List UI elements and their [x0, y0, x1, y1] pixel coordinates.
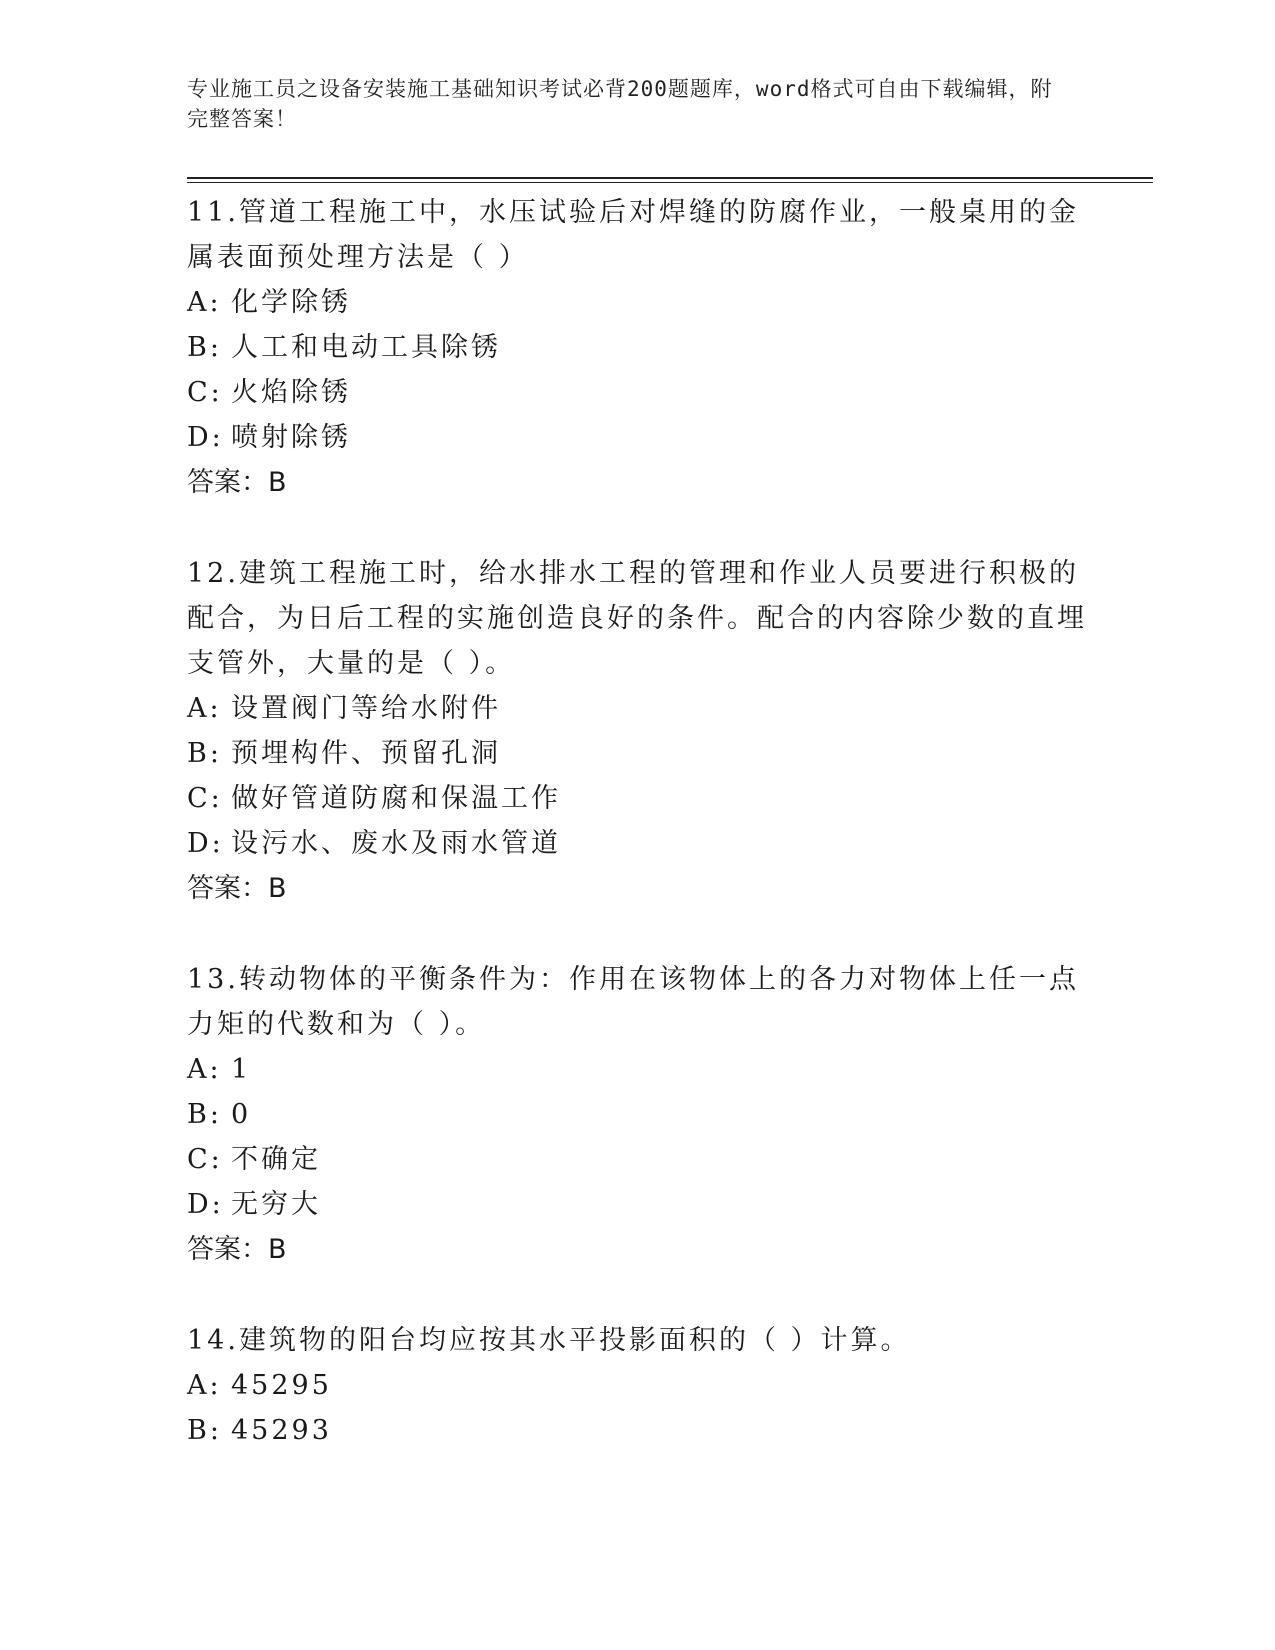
question-stem: 13.转动物体的平衡条件为：作用在该物体上的各力对物体上任一点力矩的代数和为（ ）。 — [187, 964, 1079, 1040]
option-text: 0 — [231, 1099, 252, 1130]
question-stem: 12.建筑工程施工时，给水排水工程的管理和作业人员要进行积极的配合，为日后工程的实施创造良好的条件。配合的内容除少数的直埋支管外，大量的是（ ）。 — [187, 558, 1087, 679]
question-12 — [187, 551, 1087, 911]
option-letter: C: — [187, 377, 223, 408]
option-letter: C: — [187, 783, 223, 814]
option-text: 设置阀门等给水附件 — [231, 693, 501, 724]
option-letter: B: — [187, 1099, 222, 1130]
option-letter: A: — [187, 287, 222, 318]
option-letter: D: — [187, 828, 224, 859]
option-letter: D: — [187, 422, 224, 453]
option-letter: C: — [187, 1144, 223, 1175]
option-text: 做好管道防腐和保温工作 — [231, 783, 561, 814]
question-stem: 14.建筑物的阳台均应按其水平投影面积的（ ）计算。 — [187, 1325, 911, 1356]
option-c — [187, 776, 1087, 821]
document-title: 专业施工员之设备安装施工基础知识考试必背200题题库，word格式可自由下载编辑，附完整答案！ — [187, 77, 1053, 131]
option-c — [187, 370, 1087, 415]
option-a — [187, 1047, 1087, 1092]
option-text: 火焰除锈 — [231, 377, 351, 408]
option-letter: D: — [187, 1189, 224, 1220]
question-14 — [187, 1318, 1087, 1453]
question-11 — [187, 190, 1087, 505]
answer-line: 答案：B — [187, 1234, 287, 1265]
option-text: 预埋构件、预留孔洞 — [231, 738, 501, 769]
option-a — [187, 280, 1087, 325]
option-text: 人工和电动工具除锈 — [231, 332, 501, 363]
option-letter: B: — [187, 738, 222, 769]
option-text: 无穷大 — [231, 1189, 321, 1220]
option-c — [187, 1137, 1087, 1182]
option-a — [187, 686, 1087, 731]
option-letter: B: — [187, 332, 222, 363]
question-stem: 11.管道工程施工中，水压试验后对焊缝的防腐作业，一般桌用的金属表面预处理方法是（ ） — [187, 197, 1079, 273]
option-letter: A: — [187, 1054, 222, 1085]
answer-line: 答案：B — [187, 873, 287, 904]
option-d — [187, 821, 1087, 866]
option-b — [187, 325, 1087, 370]
option-letter: A: — [187, 693, 222, 724]
option-text: 化学除锈 — [231, 287, 351, 318]
option-b — [187, 1092, 1087, 1137]
option-text: 45293 — [231, 1415, 332, 1446]
option-text: 设污水、废水及雨水管道 — [231, 828, 561, 859]
option-letter: B: — [187, 1415, 222, 1446]
header-divider-thick — [187, 177, 1153, 179]
option-b — [187, 731, 1087, 776]
question-list — [187, 190, 1087, 1499]
option-b — [187, 1408, 1087, 1453]
option-text: 不确定 — [231, 1144, 321, 1175]
header-divider-thin — [187, 182, 1153, 183]
option-text: 喷射除锈 — [231, 422, 351, 453]
option-letter: A: — [187, 1370, 222, 1401]
answer-line: 答案：B — [187, 467, 287, 498]
option-d — [187, 1182, 1087, 1227]
option-text: 45295 — [231, 1370, 332, 1401]
option-a — [187, 1363, 1087, 1408]
question-13 — [187, 957, 1087, 1272]
option-d — [187, 415, 1087, 460]
option-text: 1 — [231, 1054, 252, 1085]
